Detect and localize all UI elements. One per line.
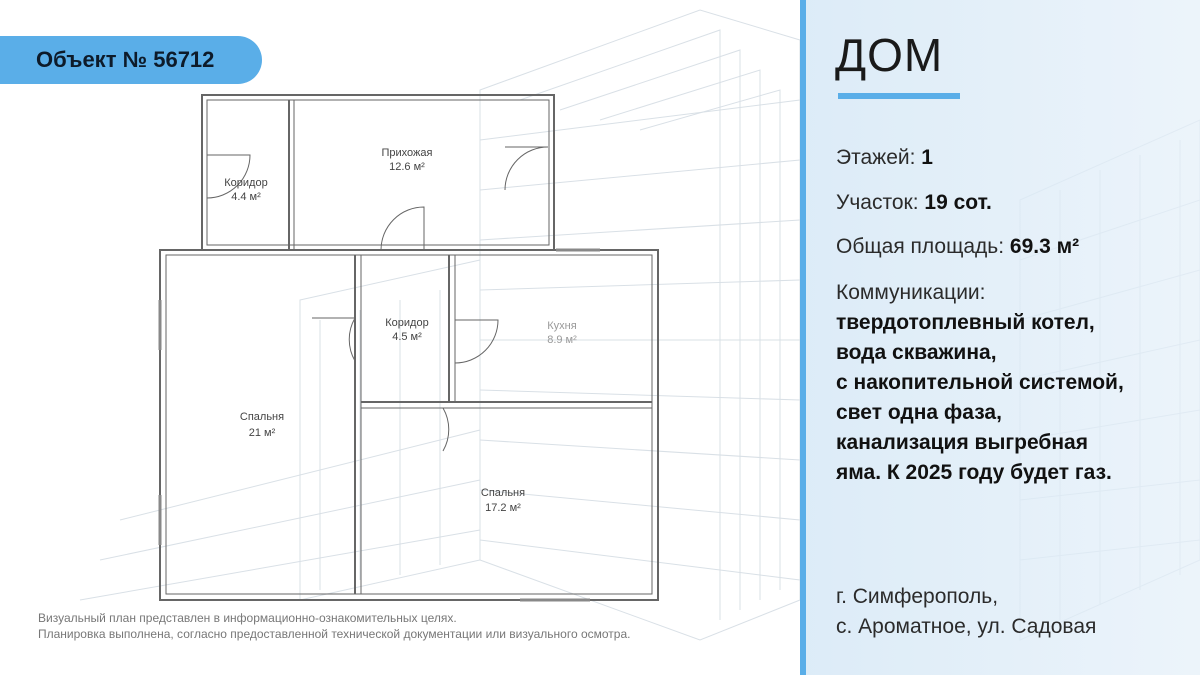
floors-label: Этажей:: [836, 146, 916, 169]
communications-value: твердотоплевный котел, вода скважина, с накопительной системой, свет одна фаза, канализация выгребная яма. К 2025 году будет газ.: [836, 311, 1124, 484]
floors-info: [836, 146, 933, 170]
room-name: Коридор: [385, 317, 429, 329]
disclaimer-line: Визуальный план представлен в информационно-ознакомительных целях.: [38, 611, 457, 625]
room-name: Спальня: [239, 411, 285, 423]
title-underline: [838, 93, 960, 99]
disclaimer: [38, 610, 630, 642]
room-area: 4.5 м²: [392, 331, 422, 343]
address: г. Симферополь, с. Ароматное, ул. Садовая: [836, 585, 1097, 638]
object-number-badge: Объект № 56712: [0, 36, 262, 84]
floors-value: 1: [921, 146, 933, 169]
communications-label: Коммуникации:: [836, 281, 986, 304]
room-name: Прихожая: [381, 147, 433, 159]
room-name: Коридор: [224, 177, 268, 189]
room-area: 12.6 м²: [389, 161, 425, 173]
plot-label: Участок:: [836, 191, 919, 214]
area-label: Общая площадь:: [836, 235, 1005, 258]
plot-value: 19 сот.: [924, 191, 992, 214]
communications-info: [836, 278, 1186, 488]
area-value: 69.3 м²: [1009, 235, 1080, 258]
accent-divider: [800, 0, 806, 675]
room-name: Спальня: [480, 487, 526, 499]
room-area: 8.9 м²: [547, 334, 577, 346]
room-area: 21 м²: [248, 427, 276, 439]
disclaimer-line: Планировка выполнена, согласно предоставленной технической документации или визуального осмотра.: [38, 627, 631, 641]
room-area: 4.4 м²: [231, 191, 261, 203]
property-type-title: ДОМ: [835, 29, 944, 81]
room-area: 17.2 м²: [485, 502, 521, 514]
area-info: [836, 235, 1079, 259]
plot-info: [836, 191, 992, 215]
room-name: Кухня: [547, 320, 577, 332]
